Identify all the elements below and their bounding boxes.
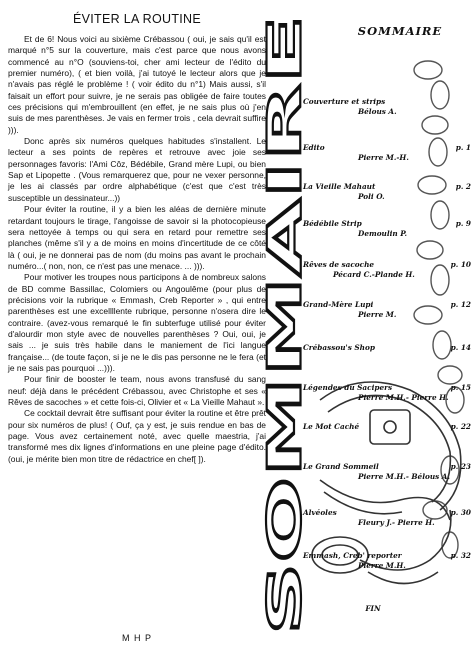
toc-item-title: Alvéoles [303,508,337,517]
toc-item-title: Edito [303,143,325,152]
toc-item-page: p. 9 [455,219,471,228]
toc-item-author: Pierre M.H.- Bélous A. [358,472,450,481]
toc-item [303,462,471,482]
toc-item [303,97,471,117]
article-body [8,34,266,465]
toc-item-page: p. 10 [450,260,471,269]
article-title: ÉVITER LA ROUTINE [72,12,202,26]
toc-item-title: Bédébile Strip [303,219,362,228]
toc-item-page: p. 2 [455,182,471,191]
toc-item-author: Fleury J.- Pierre H. [358,518,435,527]
toc-item [303,551,471,571]
toc-item-title: Grand-Mère Lupi [303,300,374,309]
contents-title: SOMMAIRE [357,24,443,38]
author-signature: M H P [121,633,152,643]
toc-item-author: Pierre M. [358,310,397,319]
toc-item-page: p. 12 [450,300,471,309]
toc-item [303,182,471,202]
toc-item [303,300,471,320]
toc-item-title: Le Mot Caché [303,422,360,431]
article-paragraph: Donc après six numéros quelques habitudes s'installent. Le lecteur a ses points de repères et retrouve avec joie ses personnages favoris: l'Ami Côz, Bédébile, Grand mère Lupi, ou bien Sap et Lipopette . (Vous remarquerez que, pour ne vexer personne, je les ai classés par ordre alphabétique (c'est que c'est très susceptible un dessinateur...)) [8,136,266,203]
article-paragraph: Pour motiver les troupes nous participons à de nombreux salons de BD comme Bassillac, Colomiers ou Angoulême (pour plus de précisions voir la rubrique « Emmash, Creb Reporter » , qui entre parenthèses est une excellllente rubrique, personne n'osera dire le contraire. (avez-vous remarqué le fin subterfuge utilisé pour éviter d'alourdir mon style avec de nouvelles parenthèses ? Oui, oui, je sais ... je suis très habile dans le maniement de l'ici langue française... (de toute façon, si je ne le dis pas personne ne le fera (et je ne sais pas pourquoi ...))). [8,272,266,373]
toc-item [303,219,471,239]
toc-item-title: Le Grand Sommeil [303,462,379,471]
article-paragraph: Ce cocktail devrait être suffisant pour éviter la routine et être prêt pour six numéros de plus! ( Ouf, ça y est, je suis rendue en bas de page. Vous avez certainement noté, avec quelle maestria, j'ai transformé mes dix lignes d'informations en une pleine page d'édito. (oui, je mérite bien mon titre de rédactrice en chef[ ]). [8,408,266,464]
toc-item [303,604,443,614]
toc-item [303,143,471,163]
toc-item-title: Légendes du Sacipers [303,383,393,392]
toc-item-author: Pierre M.H. [358,561,406,570]
toc-item-title: FIN [365,604,381,613]
toc-item-page: p. 22 [450,422,471,431]
toc-item-title: Emmash, Creb' reporter [303,551,402,560]
toc-item-page: p. 30 [450,508,471,517]
toc-item-title: Crébassou's Shop [303,343,375,352]
toc-item-page: p. 23 [450,462,471,471]
toc-item-page: p. 14 [450,343,471,352]
toc-item [303,422,471,432]
article-paragraph: Pour finir de booster le team, nous avons transfusé du sang neuf: déjà dans le précédent Crébassou, avec Christophe et ses « Rêves de sacoches » et cette fois-ci, Olivier et « La Vieille Mahaut ». [8,374,266,407]
vertical-title-text: SOMMAIRE [257,351,312,635]
toc-item-page: p. 15 [450,383,471,392]
table-of-contents [303,0,473,649]
toc-item-author: Poli O. [358,192,385,201]
toc-item-author: Bélous A. [358,107,397,116]
toc-item-page: p. 1 [455,143,471,152]
toc-item-author: Pierre M.-H. [358,153,409,162]
toc-item-page: p. 32 [450,551,471,560]
toc-item [303,260,471,280]
toc-item [303,343,471,353]
toc-item-author: Pécard C.-Plande H. [333,270,415,279]
article-paragraph: Pour éviter la routine, il y a bien les aléas de dernière minute retardant toujours le tirage, l'angoisse de savoir si la photocopieuse sera nettoyée à temps ou qui sera en retard pour remettre ses planches (même s'il y a de moins en moins d'incertitude de ce côté là ( oui, je ne donnerai pas de nom (du moins pas avant le prochain numéro...( non, non, ce n'est pas une menace. ... ))). [8,204,266,271]
toc-item-author: Demoulin P. [358,229,408,238]
toc-item-title: Rêves de sacoche [303,260,375,269]
toc-item [303,508,471,528]
toc-item [303,383,471,403]
editorial-column [8,0,268,649]
toc-item-author: Pierre M.H.- Pierre H. [358,393,449,402]
toc-item-title: Couverture et strips [303,97,386,106]
article-paragraph: Et de 6! Nous voici au sixième Crébassou ( oui, je sais qu'il est marqué n°5 sur la couverture, mais c'est parce que nous avons commencé au n°O (souviens-toi, cher ami lecteur de l'édito du premier numéro), ( et bien voilà, j'ai tutoyé le lecteur alors que je n'avais pas réglé le problème ! ( voir édito du n°1) Mais aussi, s'il faisait un effort pour suivre, je ne serais pas obligée de faire toutes ces précisions qui m'embrouillent (en effet, je ne sais plus où j'en suis de mes parenthèses. Je vais en fermer trois , cela devrait suffire ))). [8,34,266,135]
toc-item-title: La Vieille Mahaut [303,182,376,191]
